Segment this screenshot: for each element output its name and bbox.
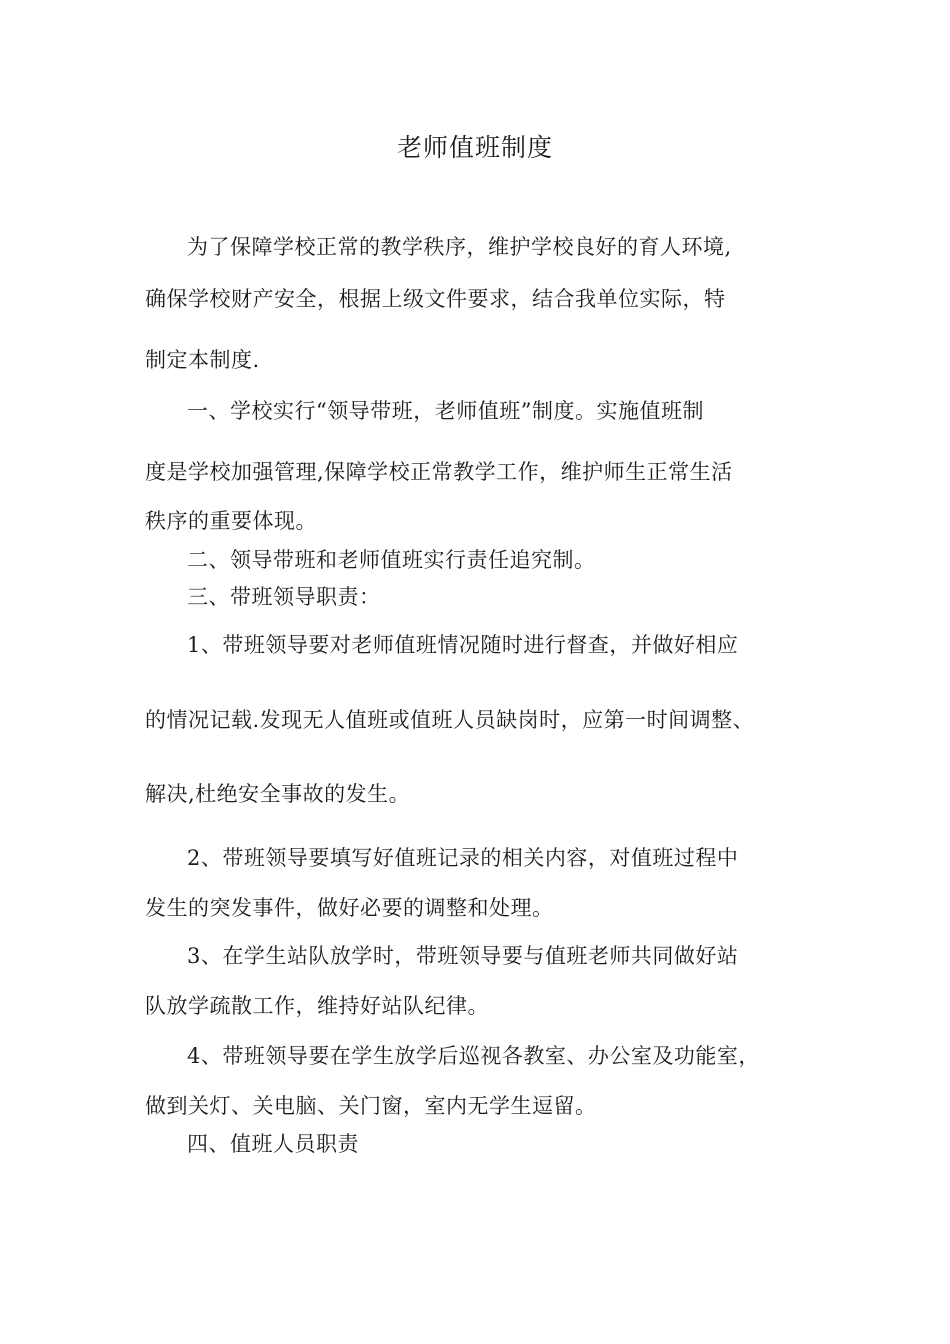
paragraph-line: 做到关灯、关电脑、关门窗，室内无学生逗留。 xyxy=(145,1094,597,1118)
paragraph-line: 秩序的重要体现。 xyxy=(145,509,317,533)
paragraph-line: 制定本制度. xyxy=(145,348,260,372)
paragraph-line: 确保学校财产安全，根据上级文件要求，结合我单位实际，特 xyxy=(145,287,726,311)
paragraph-line: 度是学校加强管理,保障学校正常教学工作，维护师生正常生活 xyxy=(145,460,733,484)
paragraph-line: 的情况记载.发现无人值班或值班人员缺岗时，应第一时间调整、 xyxy=(145,708,755,732)
paragraph-line: 二、领导带班和老师值班实行责任追究制。 xyxy=(187,548,596,572)
paragraph-line: 解决,杜绝安全事故的发生。 xyxy=(145,782,411,806)
paragraph-line: 四、值班人员职责 xyxy=(187,1132,359,1156)
paragraph-line: 队放学疏散工作，维持好站队纪律。 xyxy=(145,994,489,1018)
paragraph-line: 2、带班领导要填写好值班记录的相关内容，对值班过程中 xyxy=(187,846,739,870)
paragraph-line: 为了保障学校正常的教学秩序，维护学校良好的育人环境, xyxy=(187,235,732,259)
paragraph-line: 4、带班领导要在学生放学后巡视各教室、办公室及功能室， xyxy=(187,1044,760,1068)
document-title: 老师值班制度 xyxy=(396,133,553,162)
paragraph-line: 一、学校实行“领导带班，老师值班”制度。实施值班制 xyxy=(187,399,704,423)
paragraph-line: 1、带班领导要对老师值班情况随时进行督查，并做好相应 xyxy=(187,633,739,657)
paragraph-line: 三、带班领导职责： xyxy=(187,585,381,609)
paragraph-line: 3、在学生站队放学时，带班领导要与值班老师共同做好站 xyxy=(187,944,739,968)
paragraph-line: 发生的突发事件，做好必要的调整和处理。 xyxy=(145,896,554,920)
